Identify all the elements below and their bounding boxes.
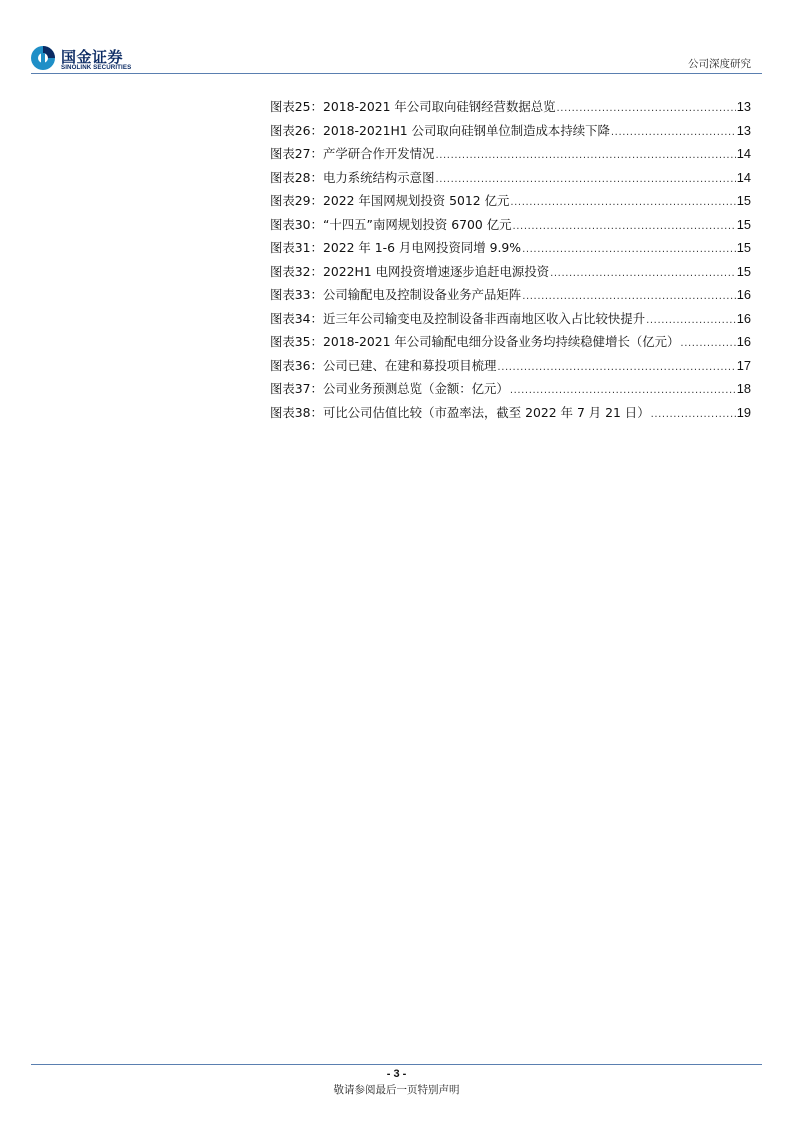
toc-entry-title: 可比公司估值比较（市盈率法，截至 2022 年 7 月 21 日） (322, 404, 650, 420)
toc-entry[interactable] (270, 166, 751, 190)
disclaimer-note: 敬请参阅最后一页特别声明 (333, 1084, 460, 1096)
company-logo (30, 45, 150, 75)
toc-entry-page: 15 (736, 193, 751, 208)
toc-leader-dots (680, 332, 735, 356)
toc-entry-page: 15 (736, 240, 751, 255)
toc-entry-text (270, 401, 650, 425)
toc-entry-label: 图表28： (270, 169, 323, 185)
header-divider (31, 73, 762, 74)
toc-entry[interactable] (270, 142, 751, 166)
toc-entry-title: “十四五”南网规划投资 6700 亿元 (322, 216, 512, 232)
table-of-figures (270, 95, 751, 424)
toc-entry-page: 14 (736, 169, 751, 185)
toc-entry-text (270, 330, 679, 354)
report-type: 公司深度研究 (688, 58, 751, 70)
toc-entry-page: 13 (736, 122, 751, 138)
toc-entry-text (270, 213, 512, 237)
logo-chinese-name: 国金证券 (61, 48, 124, 66)
toc-entry[interactable] (270, 401, 751, 425)
toc-leader-dots (510, 191, 735, 215)
toc-leader-dots (651, 403, 736, 427)
toc-entry-text (270, 236, 521, 260)
toc-leader-dots (513, 215, 736, 239)
toc-entry-title: 近三年公司输变电及控制设备非西南地区收入占比较快提升 (322, 310, 646, 326)
toc-entry-label: 图表26： (270, 122, 323, 138)
toc-entry-title: 电力系统结构示意图 (322, 169, 435, 185)
toc-entry-label: 图表30： (270, 216, 323, 232)
toc-entry[interactable] (270, 260, 751, 284)
toc-entry-label: 图表36： (270, 357, 323, 373)
toc-entry-text (270, 166, 434, 190)
toc-entry-title: 公司输配电及控制设备业务产品矩阵 (322, 287, 522, 302)
toc-entry-label: 图表35： (270, 334, 323, 349)
sinolink-logo-icon (30, 45, 56, 71)
toc-entry-page: 13 (736, 99, 751, 114)
footer-divider (31, 1064, 762, 1065)
toc-entry-label: 图表27： (270, 146, 323, 161)
toc-entry[interactable] (270, 236, 751, 260)
toc-entry-text (270, 354, 496, 378)
toc-leader-dots (435, 144, 735, 168)
toc-entry-title: 2022 年国网规划投资 5012 亿元 (322, 193, 510, 208)
toc-entry[interactable] (270, 213, 751, 237)
toc-entry-text (270, 260, 549, 284)
toc-entry-page: 15 (736, 216, 751, 232)
toc-entry[interactable] (270, 330, 751, 354)
toc-entry-label: 图表29： (270, 193, 323, 208)
toc-entry-page: 14 (736, 146, 751, 161)
toc-entry-title: 产学研合作开发情况 (322, 146, 435, 161)
toc-entry[interactable] (270, 354, 751, 378)
toc-entry-text (270, 307, 645, 331)
toc-leader-dots (646, 309, 736, 333)
toc-entry[interactable] (270, 119, 751, 143)
toc-entry-title: 公司业务预测总览（金额：亿元） (322, 381, 509, 396)
toc-entry-title: 2018-2021 年公司输配电细分设备业务均持续稳健增长（亿元） (322, 334, 680, 349)
toc-leader-dots (497, 356, 735, 380)
toc-leader-dots (510, 379, 736, 403)
toc-entry[interactable] (270, 307, 751, 331)
toc-entry-title: 2022 年 1-6 月电网投资同增 9.9% (322, 240, 522, 255)
toc-entry-label: 图表31： (270, 240, 323, 255)
toc-entry-label: 图表33： (270, 287, 323, 302)
toc-entry[interactable] (270, 95, 751, 119)
toc-entry-text (270, 95, 556, 119)
toc-entry-title: 2018-2021H1 公司取向硅钢单位制造成本持续下降 (322, 122, 610, 138)
toc-entry-text (270, 189, 509, 213)
page-number: - 3 - (386, 1068, 407, 1080)
toc-entry-title: 公司已建、在建和募投项目梳理 (322, 357, 497, 373)
toc-entry-label: 图表38： (270, 404, 323, 420)
toc-entry-label: 图表37： (270, 381, 323, 396)
toc-leader-dots (557, 97, 736, 121)
toc-entry[interactable] (270, 189, 751, 213)
toc-entry-title: 2018-2021 年公司取向硅钢经营数据总览 (322, 99, 556, 114)
toc-entry-text (270, 377, 509, 401)
toc-entry-page: 16 (736, 334, 751, 349)
page-header (0, 0, 793, 80)
toc-entry-text (270, 119, 610, 143)
toc-entry-label: 图表25： (270, 99, 323, 114)
toc-entry[interactable] (270, 283, 751, 307)
toc-leader-dots (522, 285, 736, 309)
toc-leader-dots (550, 262, 736, 286)
toc-entry[interactable] (270, 377, 751, 401)
toc-entry-text (270, 142, 434, 166)
toc-entry-page: 16 (736, 310, 751, 326)
toc-entry-page: 15 (736, 263, 751, 279)
toc-entry-title: 2022H1 电网投资增速逐步追赶电源投资 (322, 263, 550, 279)
toc-entry-page: 19 (736, 404, 751, 420)
toc-leader-dots (435, 168, 735, 192)
toc-leader-dots (611, 121, 736, 145)
toc-entry-text (270, 283, 521, 307)
toc-entry-label: 图表34： (270, 310, 323, 326)
toc-entry-page: 16 (736, 287, 751, 302)
logo-english-name: SINOLINK SECURITIES (61, 64, 132, 71)
toc-entry-page: 17 (736, 357, 751, 373)
toc-leader-dots (522, 238, 736, 262)
toc-entry-label: 图表32： (270, 263, 323, 279)
toc-entry-page: 18 (736, 381, 751, 396)
